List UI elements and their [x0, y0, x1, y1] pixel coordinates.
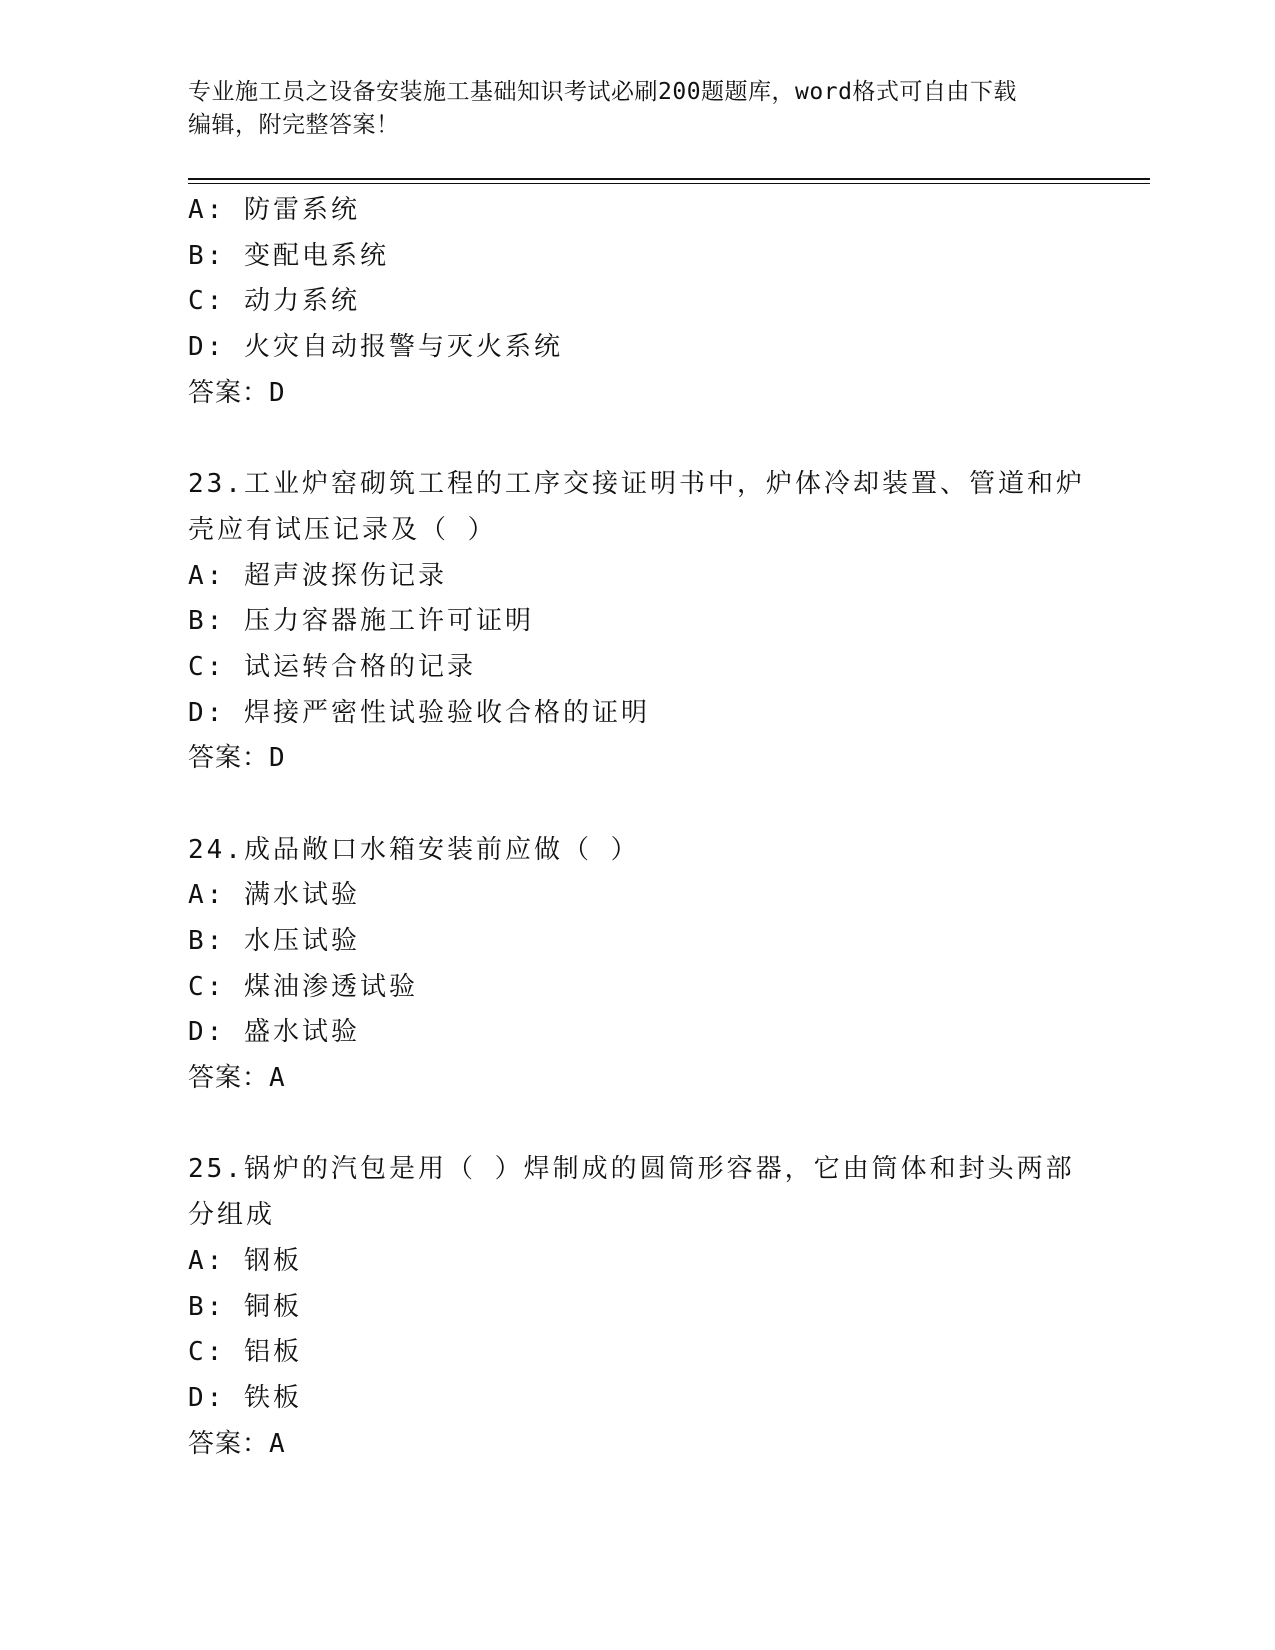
option-a: A: 钢板: [188, 1245, 302, 1276]
option-c: C: 铝板: [188, 1337, 302, 1368]
option-d: D: 铁板: [188, 1382, 302, 1413]
option-b: B: 压力容器施工许可证明: [188, 606, 534, 637]
header-line-2: 编辑，附完整答案！: [188, 112, 400, 138]
option-a: A: 超声波探伤记录: [188, 560, 447, 591]
block-spacer: [188, 1102, 1088, 1148]
answer: 答案：D: [188, 743, 286, 774]
block-spacer: [188, 782, 1088, 828]
block-spacer: [188, 416, 1088, 462]
question-block-23: [188, 462, 1088, 782]
header-line-1: 专业施工员之设备安装施工基础知识考试必刷200题题库，word格式可自由下载: [188, 79, 1017, 105]
answer: 答案：A: [188, 1428, 286, 1459]
option-c: C: 煤油渗透试验: [188, 971, 418, 1002]
question-list: [188, 188, 1088, 1467]
header-divider-thin: [188, 183, 1150, 184]
question-block-22: [188, 188, 1088, 416]
question-block-25: [188, 1147, 1088, 1467]
option-d: D: 焊接严密性试验验收合格的证明: [188, 697, 650, 728]
answer: 答案：A: [188, 1063, 286, 1094]
question-block-24: [188, 828, 1088, 1102]
document-header: [188, 76, 1088, 142]
option-c: C: 动力系统: [188, 286, 360, 317]
option-d: D: 盛水试验: [188, 1017, 360, 1048]
option-b: B: 变配电系统: [188, 240, 389, 271]
option-c: C: 试运转合格的记录: [188, 651, 476, 682]
question-text-line-1: 24.成品敞口水箱安装前应做（ ）: [188, 834, 640, 865]
question-text-line-2: 壳应有试压记录及（ ）: [188, 514, 497, 545]
header-divider-thick: [188, 178, 1150, 180]
option-a: A: 满水试验: [188, 880, 360, 911]
answer: 答案：D: [188, 377, 286, 408]
option-d: D: 火灾自动报警与灭火系统: [188, 332, 563, 363]
question-text-line-2: 分组成: [188, 1200, 276, 1231]
option-b: B: 铜板: [188, 1291, 302, 1322]
option-a: A: 防雷系统: [188, 195, 360, 225]
question-text-line-1: 23.工业炉窑砌筑工程的工序交接证明书中，炉体冷却装置、管道和炉: [188, 469, 1085, 500]
option-b: B: 水压试验: [188, 926, 360, 956]
question-text-line-1: 25.锅炉的汽包是用（ ）焊制成的圆筒形容器，它由筒体和封头两部: [188, 1154, 1075, 1185]
